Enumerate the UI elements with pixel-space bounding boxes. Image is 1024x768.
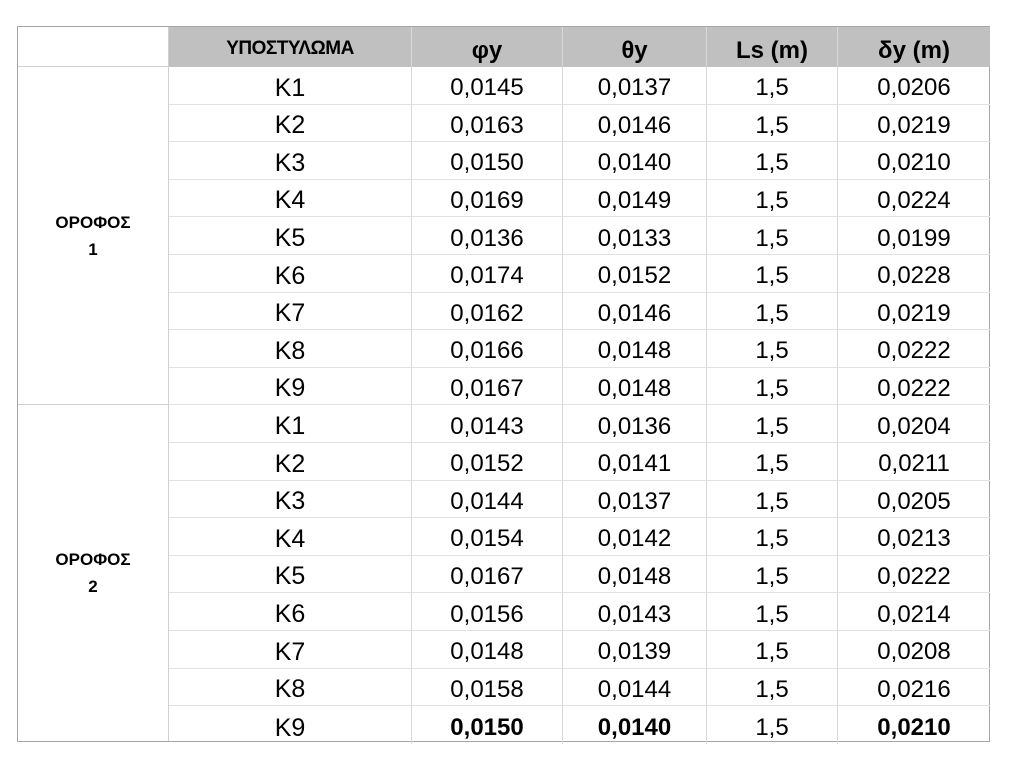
ls-cell: 1,5: [707, 142, 838, 179]
table-row: [169, 706, 990, 744]
ls-cell: 1,5: [707, 669, 838, 706]
ls-cell: 1,5: [707, 217, 838, 254]
header-delta-y: δy (m): [878, 37, 950, 64]
header-row: [169, 27, 990, 67]
table-row: [169, 631, 990, 669]
theta-y-cell: 0,0146: [563, 293, 707, 330]
theta-y-cell: 0,0148: [563, 368, 707, 405]
table-row: [169, 67, 990, 105]
group-label-floor-1: [18, 67, 169, 405]
phi-y-cell: 0,0144: [412, 481, 563, 518]
table-row: [169, 518, 990, 556]
column-id-cell: K3: [169, 142, 412, 179]
table-row: [169, 330, 990, 368]
table-row: [169, 368, 990, 406]
theta-y-cell: 0,0149: [563, 180, 707, 217]
header-blank-cell: [18, 27, 169, 67]
theta-y-cell: 0,0148: [563, 330, 707, 367]
table-row: [169, 142, 990, 180]
delta-y-cell: 0,0199: [877, 224, 951, 252]
header-column: ΥΠΟΣΤΥΛΩΜΑ: [169, 27, 412, 67]
phi-y-cell: 0,0150: [412, 706, 563, 744]
header-theta-y: θy: [563, 27, 707, 67]
column-id-cell: K9: [169, 368, 412, 405]
phi-y-cell: 0,0166: [412, 330, 563, 367]
phi-y-cell: 0,0158: [412, 669, 563, 706]
theta-y-cell: 0,0137: [563, 481, 707, 518]
phi-y-cell: 0,0167: [412, 368, 563, 405]
table-row: [169, 593, 990, 631]
ls-cell: 1,5: [707, 405, 838, 442]
column-id-cell: K1: [169, 67, 412, 104]
delta-y-cell: 0,0228: [877, 262, 951, 290]
table-row: [169, 556, 990, 594]
table-row: [169, 293, 990, 331]
phi-y-cell: 0,0156: [412, 593, 563, 630]
phi-y-cell: 0,0167: [412, 556, 563, 593]
delta-y-cell: 0,0222: [877, 563, 951, 591]
table-row: [169, 405, 990, 443]
ls-cell: 1,5: [707, 368, 838, 405]
table-row: [169, 443, 990, 481]
floor-number: 2: [88, 577, 98, 596]
delta-y-cell: 0,0210: [877, 149, 951, 177]
ls-cell: 1,5: [707, 293, 838, 330]
phi-y-cell: 0,0148: [412, 631, 563, 668]
group-label-floor-2: [18, 405, 169, 741]
delta-y-cell: 0,0222: [877, 375, 951, 403]
table-row: [169, 180, 990, 218]
ls-cell: 1,5: [707, 556, 838, 593]
theta-y-cell: 0,0144: [563, 669, 707, 706]
phi-y-cell: 0,0169: [412, 180, 563, 217]
column-id-cell: K7: [169, 293, 412, 330]
theta-y-cell: 0,0142: [563, 518, 707, 555]
column-id-cell: K4: [169, 518, 412, 555]
column-id-cell: K2: [169, 105, 412, 142]
floor-label: ΟΡΟΦΟΣ: [55, 212, 131, 232]
delta-y-cell: 0,0210: [877, 713, 951, 741]
phi-y-cell: 0,0150: [412, 142, 563, 179]
theta-y-cell: 0,0148: [563, 556, 707, 593]
table-row: [169, 255, 990, 293]
delta-y-cell: 0,0205: [877, 487, 951, 515]
theta-y-cell: 0,0140: [563, 706, 707, 744]
theta-y-cell: 0,0143: [563, 593, 707, 630]
phi-y-cell: 0,0136: [412, 217, 563, 254]
ls-cell: 1,5: [707, 518, 838, 555]
phi-y-cell: 0,0145: [412, 67, 563, 104]
ls-cell: 1,5: [707, 180, 838, 217]
column-id-cell: K6: [169, 593, 412, 630]
column-id-cell: K9: [169, 706, 412, 744]
column-id-cell: K3: [169, 481, 412, 518]
table-body: [169, 67, 990, 744]
phi-y-cell: 0,0162: [412, 293, 563, 330]
ls-cell: 1,5: [707, 593, 838, 630]
delta-y-cell: 0,0216: [877, 675, 951, 703]
theta-y-cell: 0,0133: [563, 217, 707, 254]
theta-y-cell: 0,0140: [563, 142, 707, 179]
ls-cell: 1,5: [707, 330, 838, 367]
theta-y-cell: 0,0141: [563, 443, 707, 480]
ls-cell: 1,5: [707, 706, 838, 744]
table-row: [169, 669, 990, 707]
table-row: [169, 105, 990, 143]
ls-cell: 1,5: [707, 481, 838, 518]
delta-y-cell: 0,0214: [877, 600, 951, 628]
theta-y-cell: 0,0152: [563, 255, 707, 292]
header-ls: Ls (m): [707, 27, 838, 67]
theta-y-cell: 0,0139: [563, 631, 707, 668]
delta-y-cell: 0,0204: [877, 412, 951, 440]
phi-y-cell: 0,0152: [412, 443, 563, 480]
header-phi-y: φy: [412, 27, 563, 67]
column-id-cell: K7: [169, 631, 412, 668]
theta-y-cell: 0,0137: [563, 67, 707, 104]
ls-cell: 1,5: [707, 67, 838, 104]
phi-y-cell: 0,0163: [412, 105, 563, 142]
column-id-cell: K8: [169, 330, 412, 367]
ls-cell: 1,5: [707, 105, 838, 142]
column-id-cell: K2: [169, 443, 412, 480]
delta-y-cell: 0,0222: [877, 337, 951, 365]
column-id-cell: K5: [169, 217, 412, 254]
delta-y-cell: 0,0213: [877, 525, 951, 553]
delta-y-cell: 0,0211: [878, 450, 950, 478]
ls-cell: 1,5: [707, 255, 838, 292]
phi-y-cell: 0,0143: [412, 405, 563, 442]
ls-cell: 1,5: [707, 443, 838, 480]
table-row: [169, 217, 990, 255]
phi-y-cell: 0,0174: [412, 255, 563, 292]
delta-y-cell: 0,0219: [877, 299, 951, 327]
data-table: [17, 26, 990, 742]
ls-cell: 1,5: [707, 631, 838, 668]
delta-y-cell: 0,0219: [877, 111, 951, 139]
column-id-cell: K6: [169, 255, 412, 292]
floor-number: 1: [88, 239, 98, 259]
table-row: [169, 481, 990, 519]
column-id-cell: K4: [169, 180, 412, 217]
floor-label: ΟΡΟΦΟΣ: [55, 550, 131, 569]
column-id-cell: K5: [169, 556, 412, 593]
delta-y-cell: 0,0208: [877, 638, 951, 666]
theta-y-cell: 0,0136: [563, 405, 707, 442]
column-id-cell: K1: [169, 405, 412, 442]
delta-y-cell: 0,0206: [877, 74, 951, 102]
column-id-cell: K8: [169, 669, 412, 706]
theta-y-cell: 0,0146: [563, 105, 707, 142]
delta-y-cell: 0,0224: [877, 187, 951, 215]
phi-y-cell: 0,0154: [412, 518, 563, 555]
